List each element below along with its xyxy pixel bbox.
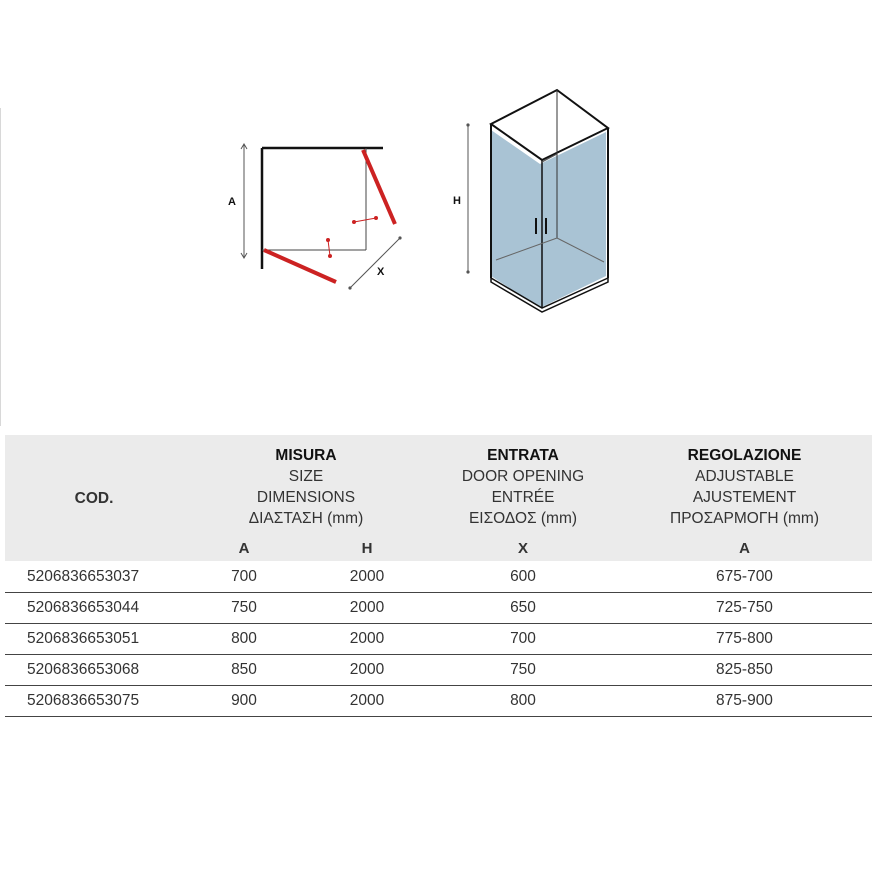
plan-view-diagram — [218, 132, 418, 292]
subheader-x: X — [517, 539, 528, 557]
size-h: 2000 — [305, 655, 429, 686]
size-h: 2000 — [305, 686, 429, 717]
adjustable-range: 725-750 — [617, 593, 872, 624]
adjustable-group-header: REGOLAZIONE ADJUSTABLE AJUSTEMENT ΠΡΟΣΑΡΜΟΓΗ (mm) — [670, 447, 819, 527]
size-h: 2000 — [305, 561, 429, 593]
size-group-header: MISURA SIZE DIMENSIONS ΔΙΑΣΤΑΣΗ (mm) — [248, 447, 364, 527]
table-row — [5, 624, 872, 655]
dimension-x-line — [350, 238, 400, 288]
product-code: 5206836653075 — [5, 686, 183, 717]
table-row — [5, 686, 872, 717]
size-a: 800 — [183, 624, 305, 655]
door-opening-x: 800 — [429, 686, 617, 717]
product-code: 5206836653051 — [5, 624, 183, 655]
dimension-h-label: H — [453, 195, 461, 207]
subheader-a: A — [238, 539, 250, 557]
door-right — [363, 150, 395, 224]
table-header-row — [5, 435, 872, 537]
door-opening-x: 700 — [429, 624, 617, 655]
size-a: 850 — [183, 655, 305, 686]
table-row — [5, 655, 872, 686]
door-opening-x: 650 — [429, 593, 617, 624]
size-a: 700 — [183, 561, 305, 593]
size-a: 750 — [183, 593, 305, 624]
size-a: 900 — [183, 686, 305, 717]
adjustable-range: 875-900 — [617, 686, 872, 717]
size-h: 2000 — [305, 624, 429, 655]
subheader-adjust-a: A — [739, 539, 750, 557]
product-code: 5206836653044 — [5, 593, 183, 624]
door-opening-x: 750 — [429, 655, 617, 686]
product-code: 5206836653037 — [5, 561, 183, 593]
adjustable-range: 675-700 — [617, 561, 872, 593]
dimension-a-label: A — [228, 196, 236, 208]
isometric-view-diagram — [448, 82, 618, 314]
product-code: 5206836653068 — [5, 655, 183, 686]
table-row — [5, 561, 872, 593]
dimension-x-label: X — [377, 266, 385, 278]
door-left — [264, 250, 336, 282]
page-edge-line — [0, 108, 1, 426]
adjustable-range: 825-850 — [617, 655, 872, 686]
left-glass-panel — [491, 130, 540, 308]
size-h: 2000 — [305, 593, 429, 624]
door-opening-group-header: ENTRATA DOOR OPENING ENTRÉE ΕΙΣΟΔΟΣ (mm) — [461, 447, 585, 527]
code-column-header: COD. — [74, 489, 114, 507]
door-opening-x: 600 — [429, 561, 617, 593]
specification-table — [5, 435, 872, 717]
right-glass-panel — [540, 132, 606, 308]
subheader-h: H — [361, 539, 373, 557]
adjustable-range: 775-800 — [617, 624, 872, 655]
table-row — [5, 593, 872, 624]
